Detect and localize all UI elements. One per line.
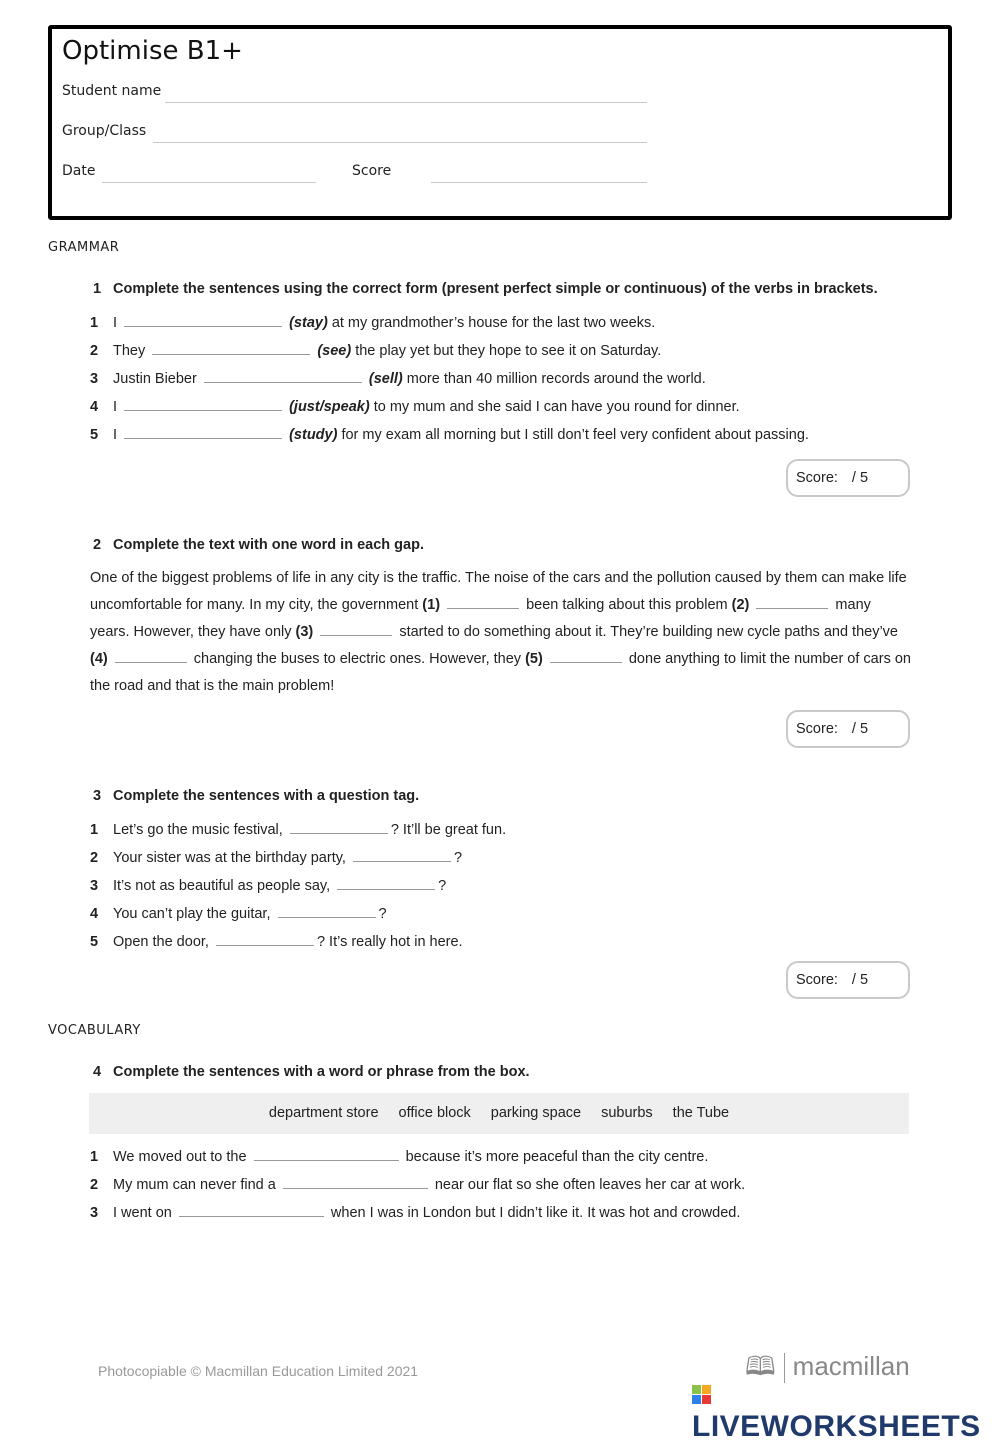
answer-blank[interactable] (179, 1202, 324, 1217)
q2-instruction (93, 537, 424, 553)
answer-blank[interactable] (216, 931, 314, 946)
item-text-after: more than 40 million records around the world. (406, 371, 706, 387)
item-number: 1 (90, 1149, 99, 1165)
answer-blank[interactable] (124, 424, 282, 439)
item-text-after: ? It’s really hot in here. (316, 934, 463, 950)
item-text-after: near our flat so she often leaves her car at work. (434, 1177, 746, 1193)
box-word: suburbs (601, 1105, 653, 1121)
q4-instruction (93, 1064, 530, 1080)
q3-items (90, 816, 920, 956)
item-text-before: My mum can never find a (113, 1177, 276, 1193)
item-text-after: to my mum and she said I can have you round for dinner. (373, 399, 740, 415)
q2-number: 2 (93, 537, 102, 553)
verb-hint: (sell) (368, 371, 403, 387)
list-item (90, 337, 920, 365)
answer-blank[interactable] (550, 648, 622, 663)
vocabulary-heading: VOCABULARY (48, 1023, 141, 1038)
answer-blank[interactable] (124, 396, 282, 411)
answer-blank[interactable] (337, 875, 435, 890)
item-text-before: I (113, 399, 118, 415)
answer-blank[interactable] (320, 621, 392, 636)
group-class-field[interactable] (153, 142, 647, 143)
item-number: 3 (90, 371, 99, 387)
item-text-before: You can’t play the guitar, (113, 906, 271, 922)
list-item (90, 421, 920, 449)
group-class-label: Group/Class (62, 123, 147, 139)
answer-blank[interactable] (152, 340, 310, 355)
date-label: Date (62, 163, 96, 179)
grammar-heading: GRAMMAR (48, 240, 120, 255)
list-item (90, 1199, 920, 1227)
item-text-after: for my exam all morning but I still don’t feel very confident about passing. (341, 427, 809, 443)
box-word: department store (268, 1105, 379, 1121)
answer-blank[interactable] (204, 368, 362, 383)
q2-instruction-text: Complete the text with one word in each gap. (113, 537, 424, 553)
item-text-after: ? (453, 850, 463, 866)
macmillan-logo: 🕮 macmillan (745, 1348, 910, 1392)
book-icon: 🕮 (745, 1351, 776, 1381)
item-number: 2 (90, 850, 99, 866)
gap-number: (1) (422, 597, 441, 613)
list-item (90, 928, 920, 956)
q4-instruction-text: Complete the sentences with a word or phrase from the box. (113, 1064, 530, 1080)
list-item (90, 900, 920, 928)
item-text-after: because it’s more peaceful than the city centre. (405, 1149, 709, 1165)
score-label: Score: (796, 721, 838, 737)
list-item (90, 872, 920, 900)
q1-number: 1 (93, 281, 102, 297)
list-item (90, 365, 920, 393)
text-segment: changing the buses to electric ones. However, they (189, 651, 526, 667)
item-number: 1 (90, 822, 99, 838)
text-segment: done anything to limit the number of cars on the road and that is the main problem! (90, 651, 911, 694)
item-text-before: It’s not as beautiful as people say, (113, 878, 331, 894)
item-text-before: Your sister was at the birthday party, (113, 850, 346, 866)
q1-score-box (786, 459, 910, 497)
text-segment: started to do something about it. They’re building new cycle paths and they’ve (395, 624, 898, 640)
student-name-label: Student name (62, 83, 162, 99)
answer-blank[interactable] (115, 648, 187, 663)
item-text-after: ? (438, 878, 447, 894)
q3-instruction-text: Complete the sentences with a question tag. (113, 788, 420, 804)
answer-blank[interactable] (290, 819, 388, 834)
item-number: 2 (90, 343, 99, 359)
student-name-field[interactable] (165, 102, 647, 103)
score-field[interactable] (431, 182, 647, 183)
list-item (90, 1171, 920, 1199)
list-item (90, 816, 920, 844)
item-text-after: the play yet but they hope to see it on Saturday. (355, 343, 662, 359)
verb-hint: (see) (317, 343, 352, 359)
item-number: 4 (90, 399, 99, 415)
item-text-after: at my grandmother’s house for the last two weeks. (331, 315, 656, 331)
item-number: 1 (90, 315, 99, 331)
answer-blank[interactable] (254, 1146, 399, 1161)
date-field[interactable] (102, 182, 316, 183)
verb-hint: (just/speak) (289, 399, 370, 415)
student-info-box (48, 25, 952, 220)
item-text-before: I went on (113, 1205, 172, 1221)
q4-items (90, 1143, 920, 1227)
list-item (90, 1143, 920, 1171)
q2-text (90, 565, 912, 700)
text-segment: many years. However, they have only (90, 597, 871, 640)
item-text-before: Open the door, (113, 934, 209, 950)
item-text-before: We moved out to the (113, 1149, 247, 1165)
copyright-footer: Photocopiable © Macmillan Education Limited 2021 (98, 1363, 419, 1379)
item-text-before: I (113, 427, 118, 443)
score-total: / 5 (851, 972, 869, 988)
answer-blank[interactable] (124, 312, 282, 327)
item-number: 4 (90, 906, 99, 922)
item-number: 5 (90, 427, 99, 443)
answer-blank[interactable] (283, 1174, 428, 1189)
gap-number: (2) (731, 597, 750, 613)
item-text-before: Justin Bieber (113, 371, 197, 387)
item-text-before: They (113, 343, 146, 359)
item-text-after: ? It’ll be great fun. (390, 822, 507, 838)
list-item (90, 844, 920, 872)
answer-blank[interactable] (353, 847, 451, 862)
q3-number: 3 (93, 788, 102, 804)
answer-blank[interactable] (756, 594, 828, 609)
text-segment: One of the biggest problems of life in any city is the traffic. The noise of the cars and the pollution caused by them can make life uncomfortable for many. In my city, the government (90, 570, 907, 613)
list-item (90, 393, 920, 421)
item-number: 2 (90, 1177, 99, 1193)
text-segment: been talking about this problem (522, 597, 732, 613)
box-word: office block (398, 1105, 471, 1121)
box-word: the Tube (672, 1105, 730, 1121)
score-label: Score: (796, 470, 838, 486)
item-text-before: Let’s go the music festival, (113, 822, 283, 838)
q3-instruction (93, 788, 419, 804)
list-item (90, 309, 920, 337)
item-text-after: ? (378, 906, 387, 922)
q1-items (90, 309, 920, 449)
score-label: Score: (796, 972, 838, 988)
answer-blank[interactable] (447, 594, 519, 609)
q3-score-box (786, 961, 910, 999)
verb-hint: (study) (289, 427, 338, 443)
gap-number: (3) (295, 624, 314, 640)
answer-blank[interactable] (278, 903, 376, 918)
item-number: 5 (90, 934, 99, 950)
q1-instruction (93, 281, 878, 297)
q2-score-box (786, 710, 910, 748)
score-total: / 5 (851, 721, 869, 737)
item-text-before: I (113, 315, 118, 331)
item-number: 3 (90, 1205, 99, 1221)
item-number: 3 (90, 878, 99, 894)
gap-number: (5) (525, 651, 543, 667)
score-total: / 5 (851, 470, 869, 486)
q4-number: 4 (93, 1064, 102, 1080)
score-label: Score (352, 163, 392, 179)
live-squares-icon (692, 1385, 711, 1404)
verb-hint: (stay) (289, 315, 328, 331)
gap-number: (4) (90, 651, 108, 667)
word-box (89, 1093, 909, 1134)
item-text-after: when I was in London but I didn’t like it. It was hot and crowded. (330, 1205, 741, 1221)
q1-instruction-text: Complete the sentences using the correct form (present perfect simple or continuous) of the verbs in brackets. (113, 281, 878, 297)
box-word: parking space (490, 1105, 582, 1121)
worksheet-title: Optimise B1+ (62, 36, 243, 66)
liveworksheets-watermark: LIVEWORKSHEETS (692, 1376, 1000, 1444)
